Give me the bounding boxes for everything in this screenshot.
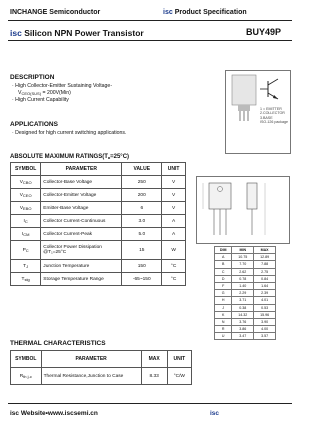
voltage-spec: $V_{CEO(SUS)} = 200V(Min)$ xyxy=(18,89,71,96)
table-row: N 3.76 3.90 xyxy=(215,318,276,325)
table-row: B 7.70 7.88 xyxy=(215,261,276,268)
column-header: SYMBOL xyxy=(11,351,42,368)
column-header: PARAMETER xyxy=(41,163,122,176)
applications-item: · Designed for high current switching applications. xyxy=(12,130,127,136)
schematic-box xyxy=(225,70,291,154)
table-row: C 2.62 2.75 xyxy=(215,268,276,275)
table-row: $T_J$ Junction Temperature 150 °C xyxy=(11,260,186,273)
website-label: isc Website•www.iscsemi.cn xyxy=(10,410,98,417)
applications-heading: APPLICATIONS xyxy=(10,121,58,128)
table-row: $R_{th j-c}$ Thermal Resistance,Junction to Case 8.33 °C/W xyxy=(11,368,192,385)
table-row: $V_{CBO}$ Collector-Base Voltage 250 V xyxy=(11,176,186,189)
table-row: $I_C$ Collector Current-Continuous 3.0 A xyxy=(11,215,186,228)
part-number: BUY49P xyxy=(246,27,282,37)
company-name: INCHANGE Semiconductor xyxy=(10,9,101,16)
table-row: $T_{stg}$ Storage Temperature Range -65~150 °C xyxy=(11,273,186,286)
table-row: D 0.78 0.84 xyxy=(215,275,276,282)
table-row: $V_{CEO}$ Collector-Emitter Voltage 200 V xyxy=(11,189,186,202)
description-item: · High Collector-Emitter Sustaining Voltage- xyxy=(12,83,113,89)
table-row: $V_{EBO}$ Emitter-Base Voltage 6 V xyxy=(11,202,186,215)
package-outline-icon xyxy=(197,177,289,243)
table-row: U 3.47 3.57 xyxy=(215,333,276,340)
header-rule xyxy=(8,20,292,21)
title-rule xyxy=(8,40,292,41)
table-row: J 0.38 0.53 xyxy=(215,304,276,311)
table-row: F 1.40 1.64 xyxy=(215,282,276,289)
website-link[interactable]: www.iscsemi.cn xyxy=(47,410,98,417)
column-header: SYMBOL xyxy=(11,163,41,176)
column-header: UNIT xyxy=(167,351,191,368)
table-row: A 10.75 12.89 xyxy=(215,254,276,261)
dimensions-table xyxy=(214,246,276,340)
pin-legend: 1 = EMITTER 2.COLLECTOR 3.BASE ISO-126 package xyxy=(260,107,288,125)
abs-max-heading: ABSOLUTE MAXIMUM $RATINGS(T_a=25^\circ C)$ xyxy=(10,154,130,160)
isc-logo: isc xyxy=(163,9,173,16)
table-row: K 14.32 15.96 xyxy=(215,311,276,318)
column-header: MAX xyxy=(141,351,167,368)
description-item: · High Current Capability xyxy=(12,97,69,103)
table-row: $P_C$ Collector Power Dissipation @T₁=25°C 15 W xyxy=(11,241,186,260)
column-header: PARAMETER xyxy=(41,351,141,368)
thermal-table xyxy=(10,350,192,385)
table-row: $I_{CM}$ Collector Current-Peak 5.0 A xyxy=(11,228,186,241)
description-heading: DESCRIPTION xyxy=(10,74,55,81)
footer-rule xyxy=(8,403,292,404)
table-header-row xyxy=(11,351,192,368)
table-row: R 3.86 4.00 xyxy=(215,326,276,333)
table-header-row xyxy=(11,163,186,176)
description-list xyxy=(12,83,152,104)
column-header: VALUE xyxy=(122,163,162,176)
package-drawing xyxy=(196,176,290,244)
table-row: G 2.29 2.39 xyxy=(215,290,276,297)
footer-logo: isc xyxy=(210,410,220,417)
thermal-heading: THERMAL CHARACTERISTICS xyxy=(10,340,106,347)
spec-label: isc Product Specification xyxy=(163,9,247,16)
table-row: H 3.71 4.01 xyxy=(215,297,276,304)
page-title: isc Silicon NPN Power Transistor xyxy=(10,28,144,38)
column-header: UNIT xyxy=(162,163,186,176)
abs-max-table xyxy=(10,162,186,286)
table-header-row: DIM MIN MAX xyxy=(215,247,276,254)
